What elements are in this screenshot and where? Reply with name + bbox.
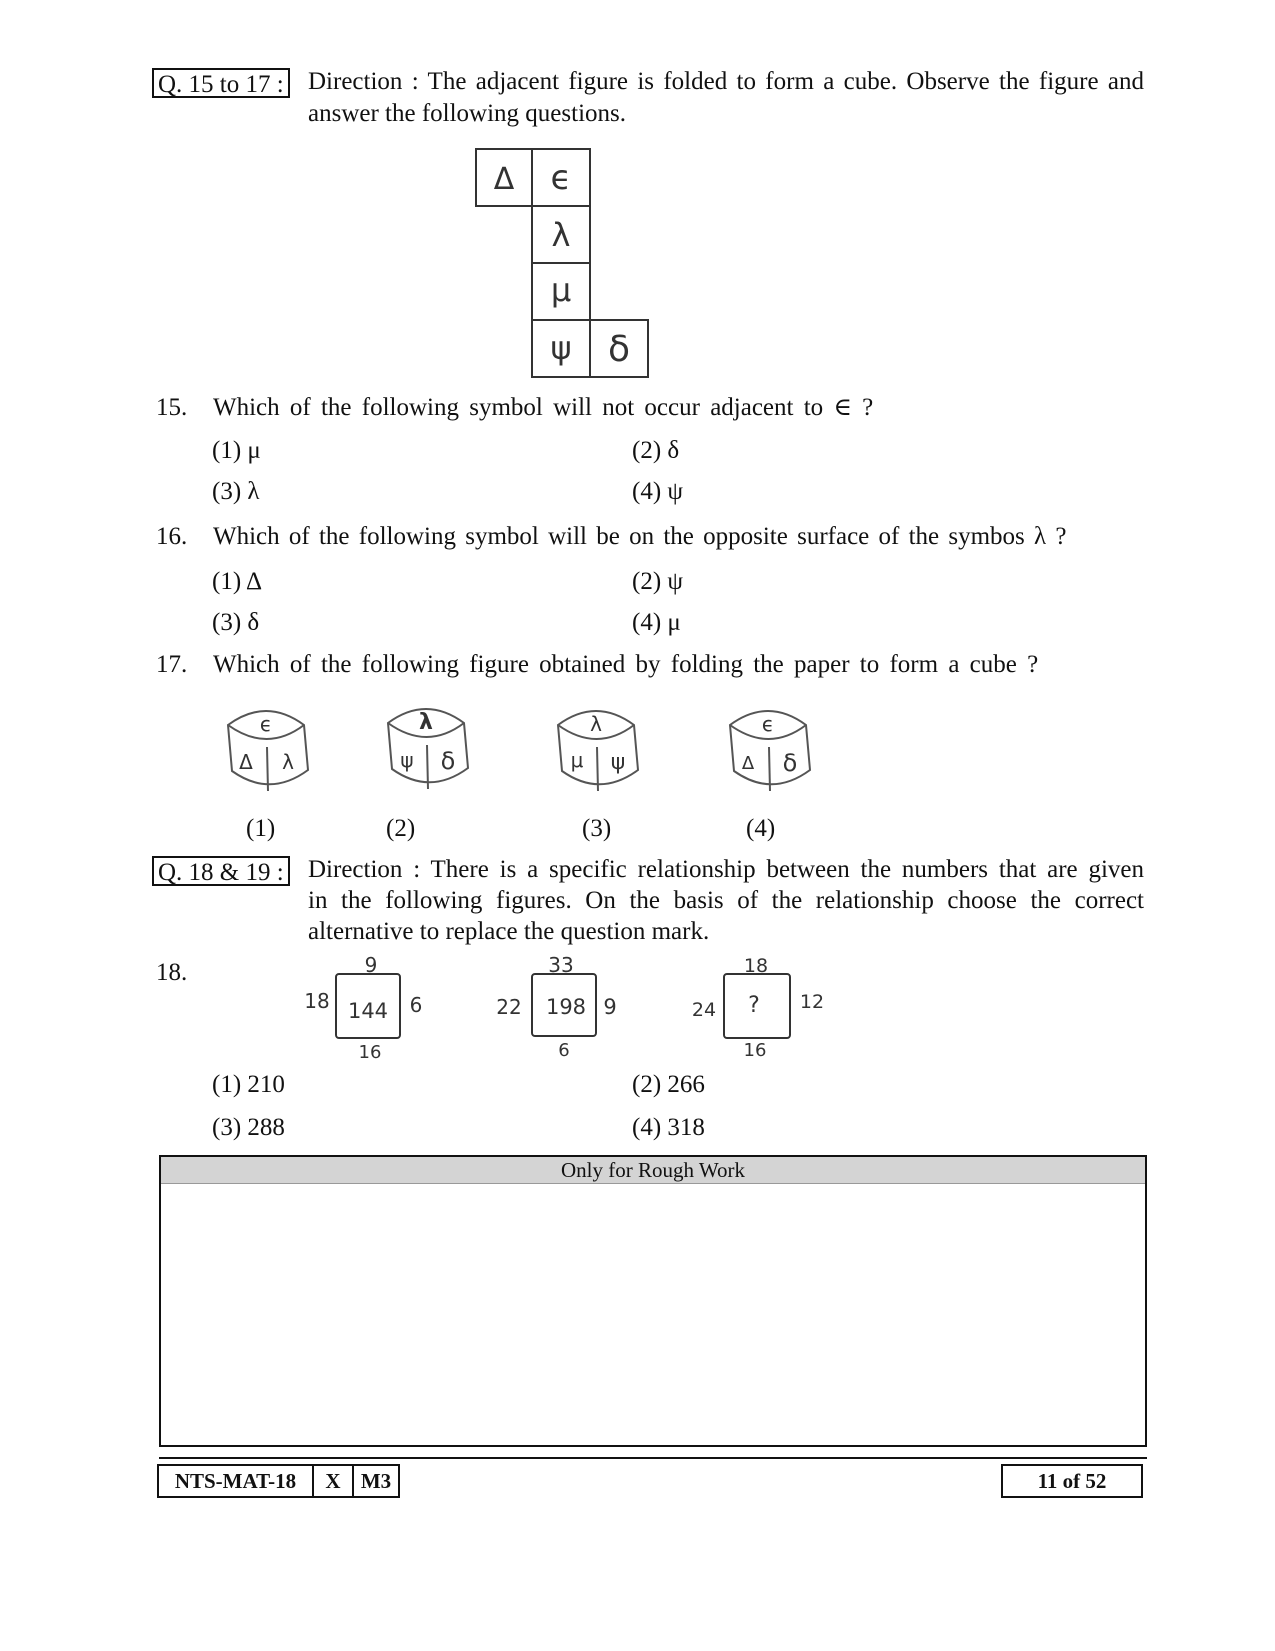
fig1-right: 6 — [409, 993, 423, 1017]
rough-work-title: Only for Rough Work — [161, 1157, 1145, 1184]
cube-1-right-face: λ — [282, 750, 294, 774]
footer-set: M3 — [352, 1464, 400, 1498]
direction2-text-line-2: in the following figures. On the basis of the relationship choose the correct — [308, 887, 1144, 914]
direction2-text-line-1: Direction : There is a specific relationship between the numbers that are given — [308, 856, 1144, 883]
q16-option-2[interactable]: (2) ψ — [632, 568, 684, 595]
cube-4-top-face: ϵ — [761, 712, 775, 736]
footer-class: X — [312, 1464, 354, 1498]
fig2-right: 9 — [603, 995, 617, 1019]
q18-option-1[interactable]: (1) 210 — [212, 1071, 285, 1098]
cube-1-left-face: Δ — [239, 750, 253, 774]
cube-3-top-face: λ — [590, 712, 602, 736]
q18-option-3[interactable]: (3) 288 — [212, 1114, 285, 1141]
q15-option-2[interactable]: (2) δ — [632, 437, 680, 464]
fig1-left: 18 — [304, 989, 330, 1013]
footer-divider — [159, 1457, 1147, 1459]
cube-3-left-face: μ — [570, 748, 584, 772]
q15-number: 15. — [156, 394, 188, 421]
number-figure-2 — [486, 952, 636, 1062]
q18-number: 18. — [156, 959, 188, 986]
direction-label-q15-17: Q. 15 to 17 : — [152, 68, 290, 98]
fig3-right: 12 — [799, 991, 825, 1013]
direction-label-q18-19: Q. 18 & 19 : — [152, 856, 290, 886]
fig2-center: 198 — [545, 995, 587, 1019]
fig2-top: 33 — [548, 953, 574, 977]
cube-label-2: (2) — [386, 815, 416, 842]
direction-text-line-2: answer the following questions. — [308, 100, 627, 127]
fig1-center: 144 — [347, 999, 389, 1023]
cube-option-1[interactable] — [220, 695, 315, 800]
cube-label-3: (3) — [582, 815, 612, 842]
cube-label-1: (1) — [246, 815, 276, 842]
direction-text-line-1: Direction : The adjacent figure is folded to form a cube. Observe the figure and — [308, 68, 1144, 95]
cube-2-right-face: δ — [440, 747, 456, 775]
cube-net-figure — [470, 143, 655, 383]
number-figure-1 — [296, 952, 436, 1062]
cube-2-left-face: ψ — [400, 748, 414, 772]
cube-label-4: (4) — [746, 815, 776, 842]
footer-page-number: 11 of 52 — [1001, 1464, 1143, 1498]
cube-option-4[interactable] — [722, 695, 817, 800]
q16-option-1[interactable]: (1) Δ — [212, 568, 263, 595]
net-face-psi: ψ — [550, 329, 572, 367]
q16-option-4[interactable]: (4) μ — [632, 609, 681, 636]
q17-number: 17. — [156, 651, 188, 678]
fig1-bottom: 16 — [358, 1042, 382, 1062]
net-face-delta: Δ — [493, 162, 515, 197]
footer-code: NTS-MAT-18 — [157, 1464, 314, 1498]
q16-option-3[interactable]: (3) δ — [212, 609, 260, 636]
fig3-left: 24 — [691, 999, 717, 1021]
q15-option-3[interactable]: (3) λ — [212, 478, 260, 505]
net-face-epsilon: ϵ — [550, 158, 572, 198]
cube-1-top-face: ϵ — [259, 712, 273, 736]
net-face-lambda: λ — [551, 216, 571, 254]
fig2-bottom: 6 — [558, 1040, 570, 1061]
fig3-center: ? — [748, 993, 760, 1018]
fig3-top: 18 — [743, 955, 769, 977]
cube-3-right-face: ψ — [610, 750, 626, 775]
fig1-top: 9 — [364, 953, 378, 977]
q17-text: Which of the following figure obtained by folding the paper to form a cube ? — [213, 651, 1039, 678]
q15-text: Which of the following symbol will not occur adjacent to ∈ ? — [213, 394, 874, 421]
rough-work-box — [159, 1155, 1147, 1447]
cube-4-left-face: Δ — [741, 753, 755, 774]
q16-number: 16. — [156, 523, 188, 550]
number-figure-3 — [684, 952, 834, 1062]
cube-option-3[interactable] — [550, 695, 645, 800]
q18-option-2[interactable]: (2) 266 — [632, 1071, 705, 1098]
q15-option-1[interactable]: (1) μ — [212, 437, 261, 464]
fig2-left: 22 — [496, 995, 522, 1019]
net-face-delta-small: δ — [607, 329, 631, 370]
q18-option-4[interactable]: (4) 318 — [632, 1114, 705, 1141]
direction2-text-line-3: alternative to replace the question mark. — [308, 918, 710, 945]
fig3-bottom: 16 — [743, 1040, 767, 1061]
q15-option-4[interactable]: (4) ψ — [632, 478, 684, 505]
q16-text: Which of the following symbol will be on the opposite surface of the symbos λ ? — [213, 523, 1067, 550]
cube-4-right-face: δ — [782, 749, 798, 777]
cube-option-2[interactable] — [380, 693, 475, 798]
net-face-mu: μ — [550, 271, 572, 309]
cube-2-top-face: λ — [419, 710, 433, 735]
